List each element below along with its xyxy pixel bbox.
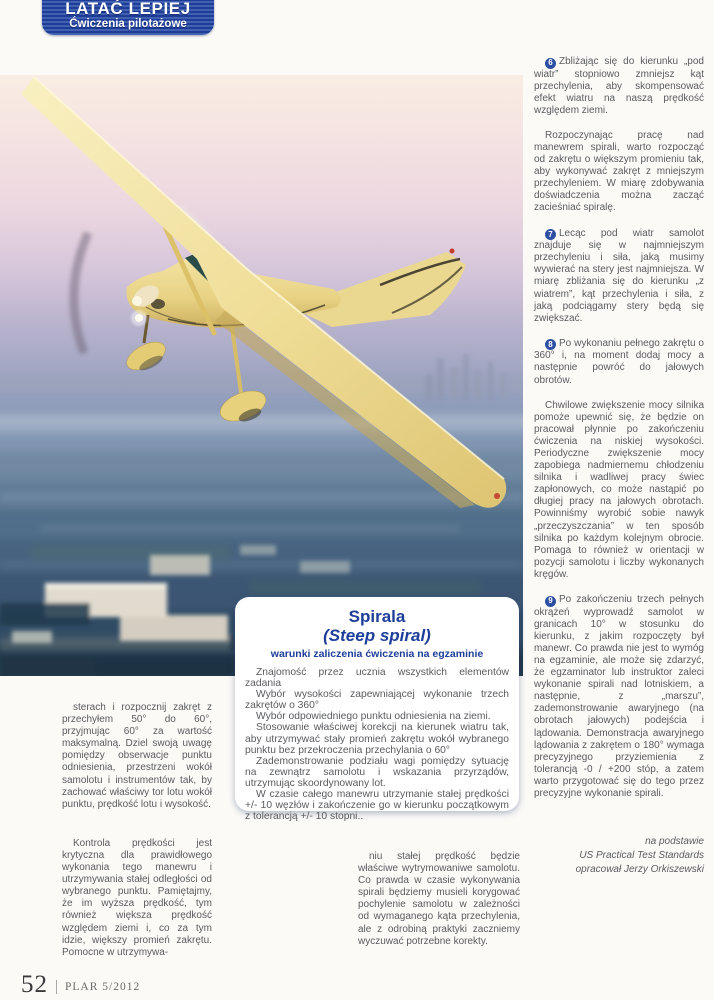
step-number-badge: 9 (545, 596, 556, 607)
section-badge (42, 0, 214, 35)
requirement-paragraph: W czasie całego manewru utrzymanie stałej prędkości +/- 10 węzłów i zakończenie go w kierunku początkowym z tolerancją +/- 10 stopni.. (245, 789, 509, 823)
tailplane (305, 249, 466, 328)
box-title: Spirala (348, 607, 406, 626)
badge-subtitle: Ćwiczenia pilotażowe (69, 18, 187, 30)
exam-requirements-box (235, 597, 519, 823)
box-body (245, 667, 509, 822)
credit-line: na podstawie (645, 836, 704, 848)
credits (534, 836, 704, 876)
footer-divider (56, 980, 57, 994)
credit-line: opracował Jerzy Orkiszewski (575, 864, 704, 876)
step-number-badge: 7 (545, 229, 556, 240)
body-paragraph: sterach i rozpocznij zakręt z przechyłem 50° do 60°, przyjmując 60° za wartość maksymalną. Dziel swoją uwagę pomiędzy obserwacje punktu odniesienia, przestrzeni wokół samolotu i instrumentów tak, by zachować właściwy tor lotu wokół punktu, prędkość lotu i wysokość. (62, 702, 212, 810)
issue-label: PLAR 5/2012 (65, 981, 141, 993)
right-text-column (534, 56, 704, 878)
landing-light (135, 314, 143, 322)
body-paragraph: 9 Po zakończeniu trzech pełnych okrążeń wyprowadź samolot w granicach 10° w stosunku do kierunku, z jakim rozpoczęty był manewr. Co prawda nie jest to wymóg na egzaminie, ale może się zdarzyć, że egzaminator lub instruktor zaleci wykonanie spirali nad lotniskiem, a następnie, z „marszu”, zademonstrowanie awaryjnego (na obrotach jałowych) podejścia i lądowania. Demonstracja awaryjnego lądowania z zakrętem o 180° wymaga precyzyjnego przyziemienia z tolerancją -0 / +200 stóp, a zatem warto przygotować się do tego przez precyzyjne wykonanie spirali. (534, 594, 704, 799)
body-paragraph: 6 Zbliżając się do kierunku „pod wiatr” stopniowo zmniejsz kąt przechylenia, aby skompensować efekt wiatru na naszą prędkość względem ziemi. (534, 56, 704, 116)
body-paragraph: Rozpoczynając pracę nad manewrem spirali, warto rozpocząć od zakrętu o większym promieniu tak, aby wykonywać zakręt z mniejszym przechyleniem. W miarę zdobywania doświadczenia można zacząć zacieśniać spiralę. (534, 129, 704, 214)
requirement-paragraph: Wybór wysokości zapewniającej wykonanie trzech zakrętów o 360° (245, 689, 509, 712)
body-paragraph: 7 Lecąc pod wiatr samolot znajduje się w najmniejszym przechyleniu i siła, jaką musimy wywierać na stery jest najmniejsza. W miarę zbliżania się do kierunku „z wiatrem”, kąt przechylenia i siła, z jaką podciągamy stery będą się zwiększać. (534, 227, 704, 324)
left-text-column (62, 702, 212, 986)
box-subtitle: (Steep spiral) (323, 626, 431, 645)
page-footer (21, 972, 140, 997)
step-number-badge: 8 (545, 339, 556, 350)
badge-series-title: LATAĆ LEPIEJ (65, 0, 191, 18)
middle-text-column (358, 851, 520, 961)
tail-beacon-light (450, 249, 455, 254)
body-paragraph: Chwilowe zwiększenie mocy silnika pomoże upewnić się, że będzie on pracował płynnie po zakończeniu ćwiczenia na niskiej wysokości. Periodyczne zwiększenie mocy zapobiega nadmiernemu chłodzeniu silnika i wadliwej pracy świec zapłonowych, co może nastąpić po długiej pracy na jałowych obrotach. Powinniśmy wyrobić sobie nawyk „przeczyszczania” w ten sposób silnika po każdym kolejnym obrocie. Pomaga to również w orientacji w pozycji samolotu i liczby wykonanych kręgów. (534, 399, 704, 580)
body-paragraph: niu stałej prędkość będzie właściwe wytrymowaniwe samolotu. Co prawda w czasie wykonywania spirali będziemy musieli korygować pochylenie samolotu w zależności od wymaganego kąta przechylenia, ale z odrobiną praktyki zaczniemy wyczuwać potrzebne korekty. (358, 851, 520, 947)
requirement-paragraph: Wybór odpowiedniego punktu odniesienia na ziemi. (256, 711, 491, 723)
requirement-paragraph: Znajomość przez ucznia wszystkich elementów zadania (245, 667, 509, 690)
requirement-paragraph: Zademonstrowanie podziału wagi pomiędzy sytuację na zewnątrz samolotu i wskazania przyrządów, utrzymując skoordynowany lot. (245, 755, 509, 789)
airplane-photo (0, 75, 523, 676)
credit-line: US Practical Test Standards (579, 850, 704, 862)
right-column-paragraphs (534, 56, 704, 800)
page-number: 52 (21, 971, 48, 998)
photo-illustration (0, 75, 523, 676)
body-paragraph: 8 Po wykonaniu pełnego zakrętu o 360° i, na moment dodaj mocy a następnie powróć do jałowych obrotów. (534, 337, 704, 386)
requirement-paragraph: Stosowanie właściwej korekcji na kierunek wiatru tak, aby utrzymywać stały promień zakrętu wokół wybranego punktu bez przekroczenia przechylania o 60° (245, 722, 509, 756)
wingtip-nav-light (494, 493, 500, 499)
step-number-badge: 6 (545, 58, 556, 69)
box-tagline: warunki zaliczenia ćwiczenia na egzaminie (270, 648, 484, 660)
body-paragraph: Kontrola prędkości jest krytyczna dla prawidłowego wykonania tego manewru i utrzymywania stałej odległości od wybranego punktu. Pamiętajmy, że im wyższa prędkość, tym również większa prędkość względem ziemi i, co za tym idzie, większy promień zakrętu. Pomocne w utrzymywa- (62, 837, 212, 958)
